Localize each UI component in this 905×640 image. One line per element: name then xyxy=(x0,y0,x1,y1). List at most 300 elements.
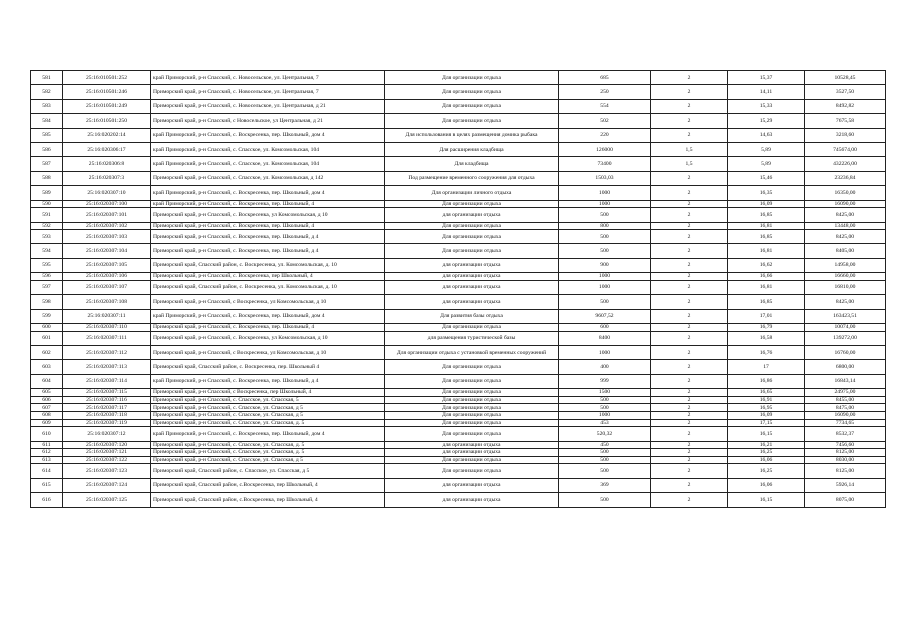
cell-cadastral-number: 25:16:020307:123 xyxy=(63,464,151,478)
cell-address: Приморский край, р-н Спасский, с Новосельское, ул Центральная, д 21 xyxy=(151,114,385,128)
table-row xyxy=(31,157,886,171)
cell-permitted-use: для организации отдыха xyxy=(385,280,559,294)
cell-permitted-use: Для организации отдыха xyxy=(385,222,559,230)
cell-address: Приморский край, р-н Спасский, с. Спасское, ул. Спасская, д. 5 xyxy=(151,449,385,457)
cell-permitted-use: Для организации отдыха xyxy=(385,230,559,244)
cell-row-number: 598 xyxy=(31,295,63,309)
cell-cadastral-number: 25:16:020307:118 xyxy=(63,411,151,419)
cell-row-number: 589 xyxy=(31,186,63,200)
table-row xyxy=(31,244,886,258)
cell-coefficient: 2 xyxy=(651,346,728,360)
cell-row-number: 606 xyxy=(31,396,63,404)
cell-amount: 432226,00 xyxy=(805,157,886,171)
cell-amount: 16843,14 xyxy=(805,374,886,388)
cell-amount: 8425,00 xyxy=(805,208,886,222)
cell-row-number: 604 xyxy=(31,374,63,388)
cell-address: край Приморский, р-н Спасский, с. Новосельское, ул. Центральная, 7 xyxy=(151,71,385,85)
cell-permitted-use: для организации отдыха xyxy=(385,208,559,222)
table-row xyxy=(31,114,886,128)
cell-permitted-use: Для организации отдыха xyxy=(385,71,559,85)
cell-cadastral-number: 25:16:010501:252 xyxy=(63,71,151,85)
cell-cadastral-number: 25:16:020202:14 xyxy=(63,128,151,142)
cell-rate: 16,06 xyxy=(728,478,805,492)
cell-cadastral-number: 25:16:020307:107 xyxy=(63,280,151,294)
table-row xyxy=(31,208,886,222)
cell-area: 1000 xyxy=(559,411,651,419)
cell-row-number: 594 xyxy=(31,244,63,258)
cell-rate: 16,25 xyxy=(728,449,805,457)
cell-rate: 15,46 xyxy=(728,171,805,185)
cell-address: Приморский край, Спасский район, с.Воскресенка, пер Школьный, 4 xyxy=(151,478,385,492)
cell-area: 1000 xyxy=(559,280,651,294)
cell-coefficient: 2 xyxy=(651,258,728,272)
cell-area: 500 xyxy=(559,244,651,258)
cell-amount: 10074,00 xyxy=(805,324,886,332)
table-row xyxy=(31,360,886,374)
cell-address: Приморский край, Спасский район, с.Воскресенка, пер Школьный, 4 xyxy=(151,493,385,507)
cell-address: Приморский край, р-н Спасский, с. Спасское, ул. Спасская, д 5 xyxy=(151,411,385,419)
cell-coefficient: 2 xyxy=(651,171,728,185)
cell-permitted-use: Для организации отдыха xyxy=(385,456,559,464)
table-row xyxy=(31,396,886,404)
cell-area: 500 xyxy=(559,295,651,309)
cell-rate: 16,91 xyxy=(728,396,805,404)
cell-address: Приморский край, Спасский район, с. Спасское, ул. Спасская, д 5 xyxy=(151,464,385,478)
cell-area: 1500 xyxy=(559,389,651,397)
cell-area: 9607,52 xyxy=(559,309,651,323)
cell-area: 1000 xyxy=(559,273,651,281)
cell-area: 8400 xyxy=(559,331,651,345)
cell-amount: 16350,00 xyxy=(805,186,886,200)
cell-coefficient: 2 xyxy=(651,374,728,388)
table-row xyxy=(31,273,886,281)
cell-permitted-use: Для организации отдыха xyxy=(385,411,559,419)
table-row xyxy=(31,346,886,360)
cell-permitted-use: Для организации отдыха xyxy=(385,464,559,478)
cell-coefficient: 2 xyxy=(651,456,728,464)
cell-coefficient: 2 xyxy=(651,396,728,404)
cell-cadastral-number: 25:16:010501:249 xyxy=(63,99,151,113)
cell-area: 600 xyxy=(559,324,651,332)
cell-address: Приморский край, Спасский район, с. Воскресенка, ул. Комсомольская, д. 10 xyxy=(151,280,385,294)
cell-rate: 16,66 xyxy=(728,273,805,281)
cell-coefficient: 2 xyxy=(651,493,728,507)
cell-amount: 8492,82 xyxy=(805,99,886,113)
cell-coefficient: 2 xyxy=(651,222,728,230)
document-sheet xyxy=(30,70,885,508)
cell-coefficient: 2 xyxy=(651,295,728,309)
cell-row-number: 611 xyxy=(31,441,63,449)
table-row xyxy=(31,295,886,309)
cell-address: Приморский край, р-н Спасский, с. Новосельское, ул. Центральная, 7 xyxy=(151,85,385,99)
table-row xyxy=(31,456,886,464)
cell-rate: 16,35 xyxy=(728,186,805,200)
table-row xyxy=(31,389,886,397)
cell-permitted-use: Для организации отдыха xyxy=(385,324,559,332)
cell-cadastral-number: 25:16:020307:112 xyxy=(63,346,151,360)
cell-address: Приморский край, р-н Спасский, с. Воскресенка, пер Школьный, 4 xyxy=(151,273,385,281)
cell-row-number: 612 xyxy=(31,449,63,457)
cell-rate: 14,11 xyxy=(728,85,805,99)
cell-permitted-use: Для организации личного отдыха xyxy=(385,186,559,200)
cell-coefficient: 2 xyxy=(651,230,728,244)
cell-rate: 17 xyxy=(728,360,805,374)
cell-area: 1000 xyxy=(559,186,651,200)
cell-permitted-use: Для организации отдыха xyxy=(385,360,559,374)
cell-address: край Приморский, р-н Спасский, с. Воскресенка, пер. Школьный, дом 4 xyxy=(151,128,385,142)
cell-row-number: 583 xyxy=(31,99,63,113)
cell-cadastral-number: 25:16:020307:117 xyxy=(63,404,151,412)
cell-coefficient: 1,5 xyxy=(651,142,728,156)
cell-row-number: 595 xyxy=(31,258,63,272)
table-row xyxy=(31,171,886,185)
cell-rate: 16,58 xyxy=(728,331,805,345)
cell-address: Приморский край, р-н Спасский, с Воскресенка, ул Комсомольская, д 10 xyxy=(151,346,385,360)
cell-amount: 16090,00 xyxy=(805,200,886,208)
cell-amount: 8075,00 xyxy=(805,493,886,507)
cell-coefficient: 2 xyxy=(651,464,728,478)
cell-row-number: 613 xyxy=(31,456,63,464)
table-row xyxy=(31,411,886,419)
cell-amount: 8455,00 xyxy=(805,396,886,404)
cell-address: край Приморский, р-н Спасский, с. Воскресенка, пер. Школьный, д 4 xyxy=(151,374,385,388)
cell-coefficient: 2 xyxy=(651,478,728,492)
table-row xyxy=(31,222,886,230)
cell-address: Приморский край, р-н Спасский, с. Спасское, ул. Спасская, д. 5 xyxy=(151,419,385,427)
cell-amount: 8030,00 xyxy=(805,456,886,464)
cell-rate: 16,79 xyxy=(728,324,805,332)
cell-amount: 7675,58 xyxy=(805,114,886,128)
cell-area: 369 xyxy=(559,478,651,492)
cell-area: 1000 xyxy=(559,200,651,208)
cell-amount: 8125,00 xyxy=(805,449,886,457)
table-row xyxy=(31,449,886,457)
cell-amount: 163423,51 xyxy=(805,309,886,323)
cell-cadastral-number: 25:16:020307:111 xyxy=(63,331,151,345)
cell-rate: 16,76 xyxy=(728,346,805,360)
cell-cadastral-number: 25:16:020307:12 xyxy=(63,427,151,441)
table-row xyxy=(31,374,886,388)
table-row xyxy=(31,230,886,244)
cell-coefficient: 2 xyxy=(651,449,728,457)
cell-row-number: 588 xyxy=(31,171,63,185)
cell-coefficient: 2 xyxy=(651,404,728,412)
cell-address: Приморский край, р-н Спасский, с Воскресенка, пер Школьный, 4 xyxy=(151,389,385,397)
cell-rate: 15,33 xyxy=(728,99,805,113)
cell-permitted-use: Для организации отдыха xyxy=(385,427,559,441)
cell-row-number: 607 xyxy=(31,404,63,412)
cell-address: Приморский край, р-н Спасский, с Воскресенка, ул Комсомольская, д 10 xyxy=(151,295,385,309)
cell-area: 500 xyxy=(559,493,651,507)
cell-row-number: 603 xyxy=(31,360,63,374)
cell-row-number: 609 xyxy=(31,419,63,427)
table-row xyxy=(31,427,886,441)
table-row xyxy=(31,493,886,507)
cell-amount: 8532,37 xyxy=(805,427,886,441)
cell-rate: 16,95 xyxy=(728,404,805,412)
cell-coefficient: 2 xyxy=(651,200,728,208)
cell-row-number: 596 xyxy=(31,273,63,281)
cell-cadastral-number: 25:16:020307:105 xyxy=(63,258,151,272)
cell-permitted-use: для организации отдыха xyxy=(385,478,559,492)
cell-row-number: 605 xyxy=(31,389,63,397)
cell-rate: 16,62 xyxy=(728,258,805,272)
cell-coefficient: 2 xyxy=(651,114,728,128)
cell-permitted-use: для размещения туристической базы xyxy=(385,331,559,345)
cell-permitted-use: Для кладбища xyxy=(385,157,559,171)
cell-amount: 8425,00 xyxy=(805,295,886,309)
cell-amount: 7456,60 xyxy=(805,441,886,449)
cell-amount: 14958,00 xyxy=(805,258,886,272)
cell-coefficient: 2 xyxy=(651,441,728,449)
table-row xyxy=(31,464,886,478)
cell-rate: 16,25 xyxy=(728,464,805,478)
table-row xyxy=(31,441,886,449)
cell-rate: 16,85 xyxy=(728,208,805,222)
cell-amount: 745674,00 xyxy=(805,142,886,156)
cell-permitted-use: Для развития базы отдыха xyxy=(385,309,559,323)
cell-rate: 17,01 xyxy=(728,309,805,323)
cell-permitted-use: Для использования в целях размещения домика рыбака xyxy=(385,128,559,142)
cell-rate: 16,21 xyxy=(728,441,805,449)
cell-address: Приморский край, р-н Спасский, с. Спасское, ул. Спасская, д. 5 xyxy=(151,441,385,449)
cell-address: край Приморский, р-н Спасский, с. Воскресенка, пер. Школьный, 4 xyxy=(151,200,385,208)
cell-cadastral-number: 25:16:020307:102 xyxy=(63,222,151,230)
cell-row-number: 587 xyxy=(31,157,63,171)
cell-cadastral-number: 25:16:020307:122 xyxy=(63,456,151,464)
cell-cadastral-number: 25:16:020307:116 xyxy=(63,396,151,404)
cell-rate: 16,81 xyxy=(728,222,805,230)
cell-amount: 6800,00 xyxy=(805,360,886,374)
cell-coefficient: 2 xyxy=(651,419,728,427)
cell-area: 999 xyxy=(559,374,651,388)
cell-rate: 15,29 xyxy=(728,114,805,128)
cell-cadastral-number: 25:16:020306:17 xyxy=(63,142,151,156)
cell-coefficient: 2 xyxy=(651,244,728,258)
table-row xyxy=(31,99,886,113)
cell-area: 450 xyxy=(559,441,651,449)
cell-rate: 16,15 xyxy=(728,427,805,441)
cell-amount: 8475,00 xyxy=(805,404,886,412)
cell-cadastral-number: 25:16:020307:3 xyxy=(63,171,151,185)
table-row xyxy=(31,258,886,272)
cell-permitted-use: Для расширения кладбища xyxy=(385,142,559,156)
cell-rate: 15,37 xyxy=(728,71,805,85)
cell-cadastral-number: 25:16:020307:121 xyxy=(63,449,151,457)
cell-address: Приморский край, р-н Спасский, с. Воскресенка, ул Комсомольская, д 10 xyxy=(151,208,385,222)
land-lease-table xyxy=(30,70,886,508)
cell-row-number: 616 xyxy=(31,493,63,507)
cell-cadastral-number: 25:16:020307:120 xyxy=(63,441,151,449)
cell-rate: 16,85 xyxy=(728,230,805,244)
cell-address: Приморский край, р-н Спасский, с. Спасское, ул. Спасская, 5 xyxy=(151,396,385,404)
cell-rate: 16,06 xyxy=(728,456,805,464)
cell-area: 73400 xyxy=(559,157,651,171)
cell-row-number: 584 xyxy=(31,114,63,128)
cell-amount: 8425,00 xyxy=(805,230,886,244)
cell-cadastral-number: 25:16:020307:125 xyxy=(63,493,151,507)
cell-rate: 16,85 xyxy=(728,295,805,309)
cell-cadastral-number: 25:16:020307:110 xyxy=(63,324,151,332)
cell-area: 1503,03 xyxy=(559,171,651,185)
cell-amount: 10528,45 xyxy=(805,71,886,85)
cell-permitted-use: Для организации отдыха xyxy=(385,396,559,404)
cell-address: Приморский край, р-н Спасский, с. Спасское, ул. Комсомольская, д 142 xyxy=(151,171,385,185)
cell-address: Приморский край, р-н Спасский, с. Воскресенка, пер. Школьный, 4 xyxy=(151,222,385,230)
cell-coefficient: 2 xyxy=(651,324,728,332)
cell-permitted-use: Для организации отдыха xyxy=(385,200,559,208)
cell-area: 554 xyxy=(559,99,651,113)
cell-cadastral-number: 25:16:020307:124 xyxy=(63,478,151,492)
cell-coefficient: 2 xyxy=(651,85,728,99)
cell-row-number: 600 xyxy=(31,324,63,332)
cell-row-number: 582 xyxy=(31,85,63,99)
table-row xyxy=(31,331,886,345)
cell-amount: 5926,14 xyxy=(805,478,886,492)
cell-area: 800 xyxy=(559,222,651,230)
cell-address: Приморский край, р-н Спасский, с. Воскресенка, пер. Школьный, д 4 xyxy=(151,244,385,258)
cell-permitted-use: для организации отдыха xyxy=(385,295,559,309)
cell-amount: 16810,00 xyxy=(805,280,886,294)
cell-row-number: 615 xyxy=(31,478,63,492)
cell-cadastral-number: 25:16:020307:11 xyxy=(63,309,151,323)
cell-cadastral-number: 25:16:020307:10 xyxy=(63,186,151,200)
cell-cadastral-number: 25:16:020307:115 xyxy=(63,389,151,397)
cell-row-number: 599 xyxy=(31,309,63,323)
cell-amount: 3218,60 xyxy=(805,128,886,142)
cell-address: край Приморский, р-н Спасский, с. Спасское, ул. Комсомольская, 104 xyxy=(151,142,385,156)
cell-row-number: 614 xyxy=(31,464,63,478)
cell-area: 900 xyxy=(559,258,651,272)
cell-permitted-use: Для организации отдыха xyxy=(385,419,559,427)
cell-row-number: 590 xyxy=(31,200,63,208)
cell-area: 500 xyxy=(559,208,651,222)
cell-rate: 16,81 xyxy=(728,280,805,294)
cell-rate: 16,65 xyxy=(728,389,805,397)
cell-rate: 16,15 xyxy=(728,493,805,507)
cell-permitted-use: для организации отдыха xyxy=(385,273,559,281)
cell-area: 126000 xyxy=(559,142,651,156)
cell-coefficient: 2 xyxy=(651,273,728,281)
table-row xyxy=(31,280,886,294)
cell-address: Приморский край, Спасский район, с. Воскресенка, пер. Школьный 4 xyxy=(151,360,385,374)
cell-address: Приморский край, р-н Спасский, с. Спасское, ул. Спасская, д 5 xyxy=(151,404,385,412)
cell-area: 500 xyxy=(559,464,651,478)
cell-row-number: 610 xyxy=(31,427,63,441)
cell-permitted-use: Для организации отдыха с установкой временных сооружений xyxy=(385,346,559,360)
table-row xyxy=(31,186,886,200)
cell-area: 520,32 xyxy=(559,427,651,441)
cell-row-number: 608 xyxy=(31,411,63,419)
table-row xyxy=(31,85,886,99)
cell-amount: 23236,84 xyxy=(805,171,886,185)
cell-area: 685 xyxy=(559,71,651,85)
cell-rate: 5,89 xyxy=(728,157,805,171)
cell-coefficient: 2 xyxy=(651,360,728,374)
cell-address: край Приморский, р-н Спасский, с. Спасское, ул. Комсомольская, 104 xyxy=(151,157,385,171)
cell-coefficient: 2 xyxy=(651,411,728,419)
cell-amount: 13448,00 xyxy=(805,222,886,230)
table-row xyxy=(31,419,886,427)
cell-cadastral-number: 25:16:010501:250 xyxy=(63,114,151,128)
cell-area: 500 xyxy=(559,396,651,404)
cell-row-number: 586 xyxy=(31,142,63,156)
cell-permitted-use: для организации отдыха xyxy=(385,493,559,507)
cell-amount: 139272,00 xyxy=(805,331,886,345)
cell-amount: 8125,00 xyxy=(805,464,886,478)
cell-permitted-use: Для организации отдыха xyxy=(385,404,559,412)
cell-amount: 16090,00 xyxy=(805,411,886,419)
cell-coefficient: 2 xyxy=(651,99,728,113)
cell-row-number: 602 xyxy=(31,346,63,360)
cell-area: 400 xyxy=(559,360,651,374)
cell-row-number: 601 xyxy=(31,331,63,345)
cell-area: 500 xyxy=(559,404,651,412)
cell-address: Приморский край, Спасский район, с. Воскресенка, ул. Комсомольская, д. 10 xyxy=(151,258,385,272)
table-row xyxy=(31,128,886,142)
cell-area: 500 xyxy=(559,449,651,457)
cell-row-number: 581 xyxy=(31,71,63,85)
cell-address: Приморский край, р-н Спасский, с. Воскресенка, пер. Школьный, 4 xyxy=(151,324,385,332)
cell-permitted-use: Для организации отдыха xyxy=(385,389,559,397)
cell-coefficient: 2 xyxy=(651,71,728,85)
table-row xyxy=(31,324,886,332)
cell-amount: 7734,65 xyxy=(805,419,886,427)
cell-cadastral-number: 25:16:020307:101 xyxy=(63,208,151,222)
cell-permitted-use: Для организации отдыха xyxy=(385,374,559,388)
cell-coefficient: 2 xyxy=(651,309,728,323)
table-row xyxy=(31,478,886,492)
cell-permitted-use: для организации отдыха xyxy=(385,258,559,272)
cell-rate: 16,09 xyxy=(728,411,805,419)
cell-coefficient: 2 xyxy=(651,208,728,222)
cell-rate: 5,89 xyxy=(728,142,805,156)
cell-coefficient: 2 xyxy=(651,128,728,142)
cell-amount: 16760,00 xyxy=(805,346,886,360)
cell-address: Приморский край, р-н Спасский, с. Новосельское, ул. Центральная, д 21 xyxy=(151,99,385,113)
cell-cadastral-number: 25:16:020307:103 xyxy=(63,230,151,244)
cell-area: 500 xyxy=(559,230,651,244)
cell-coefficient: 2 xyxy=(651,280,728,294)
cell-cadastral-number: 25:16:020307:106 xyxy=(63,273,151,281)
cell-address: край Приморский, р-н Спасский, с. Воскресенка, пер. Школьный, дом 4 xyxy=(151,427,385,441)
cell-coefficient: 2 xyxy=(651,389,728,397)
cell-row-number: 591 xyxy=(31,208,63,222)
cell-amount: 8405,00 xyxy=(805,244,886,258)
cell-cadastral-number: 25:16:020307:113 xyxy=(63,360,151,374)
cell-amount: 3527,50 xyxy=(805,85,886,99)
cell-area: 500 xyxy=(559,456,651,464)
cell-cadastral-number: 25:16:020307:114 xyxy=(63,374,151,388)
cell-coefficient: 2 xyxy=(651,427,728,441)
cell-cadastral-number: 25:16:020306:8 xyxy=(63,157,151,171)
cell-cadastral-number: 25:16:020307:104 xyxy=(63,244,151,258)
cell-coefficient: 2 xyxy=(651,331,728,345)
cell-cadastral-number: 25:16:010501:246 xyxy=(63,85,151,99)
cell-coefficient: 2 xyxy=(651,186,728,200)
cell-row-number: 593 xyxy=(31,230,63,244)
cell-cadastral-number: 25:16:020307:119 xyxy=(63,419,151,427)
cell-amount: 16660,00 xyxy=(805,273,886,281)
cell-row-number: 592 xyxy=(31,222,63,230)
cell-area: 502 xyxy=(559,114,651,128)
cell-area: 453 xyxy=(559,419,651,427)
cell-rate: 16,81 xyxy=(728,244,805,258)
table-row xyxy=(31,142,886,156)
table-row xyxy=(31,200,886,208)
cell-cadastral-number: 25:16:020307:108 xyxy=(63,295,151,309)
cell-amount: 24975,00 xyxy=(805,389,886,397)
